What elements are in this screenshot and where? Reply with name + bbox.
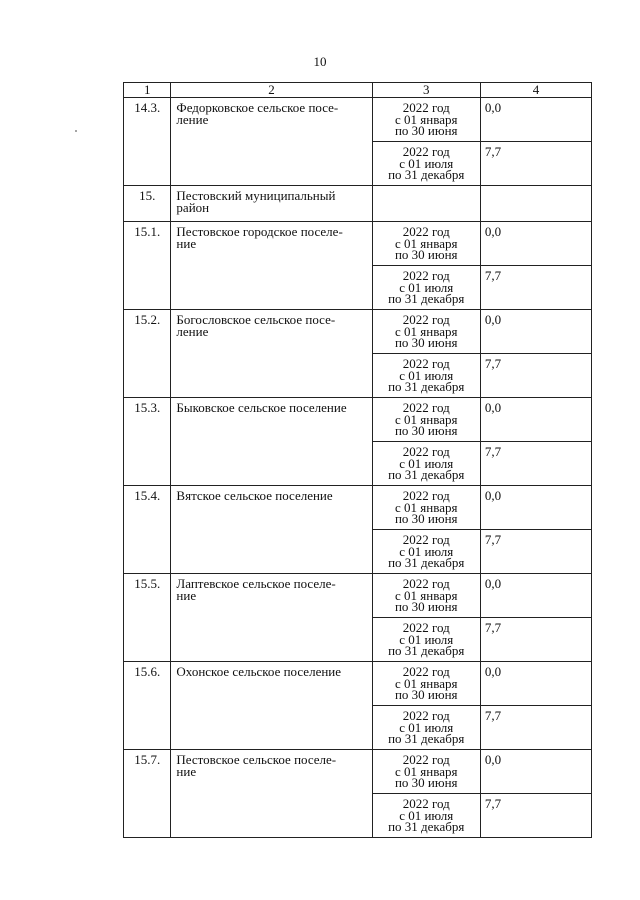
- value-cell: 7,7: [480, 142, 591, 186]
- table-header-row: [124, 83, 592, 98]
- period-line: с 01 января: [395, 499, 458, 515]
- period-cell: [372, 794, 480, 838]
- period-cell: [372, 706, 480, 750]
- period-line: с 01 января: [395, 587, 458, 603]
- period-line: по 30 июня: [394, 687, 458, 702]
- period-line: 2022 год: [402, 488, 450, 503]
- row-number: 15.3.: [124, 398, 171, 486]
- settlement-name: [171, 750, 372, 838]
- period-line: 2022 год: [402, 356, 450, 371]
- period-line: 2022 год: [402, 752, 450, 767]
- period-line: 2022 год: [402, 620, 450, 635]
- settlement-name: [171, 574, 372, 662]
- period-line: по 31 декабря: [388, 467, 465, 482]
- period-line: с 01 июля: [399, 631, 454, 647]
- settlement-name-line: Пестовское городское поселе-: [176, 224, 343, 239]
- header-cell-3: 3: [372, 83, 480, 98]
- value-cell: 0,0: [480, 750, 591, 794]
- period-line: с 01 января: [395, 235, 458, 251]
- period-cell: [372, 98, 480, 142]
- rates-table: [123, 82, 592, 838]
- period-line: по 30 июня: [394, 423, 458, 438]
- value-cell: [480, 186, 591, 222]
- period-line: с 01 июля: [399, 719, 454, 735]
- header-cell-4: 4: [480, 83, 591, 98]
- period-line: по 30 июня: [394, 123, 458, 138]
- settlement-name-line: ние: [176, 236, 197, 251]
- value-cell: 7,7: [480, 618, 591, 662]
- value-cell: 7,7: [480, 266, 591, 310]
- table-row: [124, 750, 592, 794]
- settlement-name-line: Быковское сельское поселение: [176, 400, 347, 415]
- period-line: 2022 год: [402, 576, 450, 591]
- period-line: 2022 год: [402, 444, 450, 459]
- header-cell-2: 2: [171, 83, 372, 98]
- period-line: по 30 июня: [394, 599, 458, 614]
- table-row: [124, 310, 592, 354]
- period-line: 2022 год: [402, 100, 450, 115]
- period-line: по 30 июня: [394, 247, 458, 262]
- period-line: по 31 декабря: [388, 379, 465, 394]
- period-line: 2022 год: [402, 664, 450, 679]
- period-line: 2022 год: [402, 796, 450, 811]
- table-row: [124, 574, 592, 618]
- period-cell: [372, 618, 480, 662]
- settlement-name-line: ние: [176, 588, 197, 603]
- period-cell: [372, 662, 480, 706]
- period-line: с 01 июля: [399, 367, 454, 383]
- row-number: 15.4.: [124, 486, 171, 574]
- value-cell: 0,0: [480, 486, 591, 530]
- period-line: по 31 декабря: [388, 643, 465, 658]
- table-row: [124, 486, 592, 530]
- row-number: 15.5.: [124, 574, 171, 662]
- settlement-name-line: Охонское сельское поселение: [176, 664, 342, 679]
- period-line: 2022 год: [402, 312, 450, 327]
- period-line: с 01 июля: [399, 455, 454, 471]
- period-cell: [372, 354, 480, 398]
- period-line: по 31 декабря: [388, 819, 465, 834]
- period-line: 2022 год: [402, 224, 450, 239]
- settlement-name: [171, 310, 372, 398]
- scan-speck: [75, 130, 77, 132]
- period-line: по 30 июня: [394, 511, 458, 526]
- period-cell: [372, 186, 480, 222]
- settlement-name: [171, 222, 372, 310]
- table-row: [124, 398, 592, 442]
- period-line: по 31 декабря: [388, 167, 465, 182]
- period-line: по 31 декабря: [388, 555, 465, 570]
- value-cell: 0,0: [480, 310, 591, 354]
- period-cell: [372, 142, 480, 186]
- settlement-name: [171, 398, 372, 486]
- period-line: с 01 июля: [399, 807, 454, 823]
- row-number: 15.: [124, 186, 171, 222]
- value-cell: 0,0: [480, 398, 591, 442]
- period-line: по 31 декабря: [388, 291, 465, 306]
- period-cell: [372, 266, 480, 310]
- value-cell: 7,7: [480, 794, 591, 838]
- period-cell: [372, 310, 480, 354]
- settlement-name-line: ление: [176, 112, 209, 127]
- period-line: с 01 января: [395, 675, 458, 691]
- value-cell: 0,0: [480, 98, 591, 142]
- period-line: 2022 год: [402, 144, 450, 159]
- period-line: с 01 июля: [399, 279, 454, 295]
- period-line: с 01 января: [395, 111, 458, 127]
- value-cell: 0,0: [480, 574, 591, 618]
- table-row: [124, 186, 592, 222]
- period-line: 2022 год: [402, 708, 450, 723]
- value-cell: 7,7: [480, 442, 591, 486]
- settlement-name: [171, 486, 372, 574]
- period-line: 2022 год: [402, 268, 450, 283]
- period-line: по 30 июня: [394, 775, 458, 790]
- period-line: с 01 июля: [399, 543, 454, 559]
- period-line: с 01 января: [395, 323, 458, 339]
- value-cell: 7,7: [480, 530, 591, 574]
- period-cell: [372, 222, 480, 266]
- table-row: [124, 98, 592, 142]
- row-number: 15.1.: [124, 222, 171, 310]
- row-number: 15.2.: [124, 310, 171, 398]
- settlement-name-line: Лаптевское сельское поселе-: [176, 576, 336, 591]
- period-line: по 30 июня: [394, 335, 458, 350]
- period-cell: [372, 574, 480, 618]
- header-cell-1: 1: [124, 83, 171, 98]
- value-cell: 7,7: [480, 354, 591, 398]
- period-cell: [372, 486, 480, 530]
- value-cell: 0,0: [480, 222, 591, 266]
- period-cell: [372, 530, 480, 574]
- period-cell: [372, 442, 480, 486]
- settlement-name: [171, 662, 372, 750]
- settlement-name-line: Федорковское сельское посе-: [176, 100, 339, 115]
- period-line: с 01 июля: [399, 155, 454, 171]
- period-line: по 31 декабря: [388, 731, 465, 746]
- settlement-name-line: район: [176, 200, 210, 215]
- period-line: 2022 год: [402, 532, 450, 547]
- table-row: [124, 222, 592, 266]
- period-line: с 01 января: [395, 763, 458, 779]
- settlement-name: [171, 186, 372, 222]
- period-cell: [372, 398, 480, 442]
- settlement-name-line: Пестовский муниципальный: [176, 188, 336, 203]
- rates-table-body: [124, 83, 592, 838]
- row-number: 15.7.: [124, 750, 171, 838]
- period-cell: [372, 750, 480, 794]
- row-number: 15.6.: [124, 662, 171, 750]
- settlement-name-line: Богословское сельское посе-: [176, 312, 336, 327]
- settlement-name: [171, 98, 372, 186]
- row-number: 14.3.: [124, 98, 171, 186]
- value-cell: 0,0: [480, 662, 591, 706]
- period-line: с 01 января: [395, 411, 458, 427]
- settlement-name-line: ление: [176, 324, 209, 339]
- table-row: [124, 662, 592, 706]
- period-line: 2022 год: [402, 400, 450, 415]
- settlement-name-line: ние: [176, 764, 197, 779]
- settlement-name-line: Вятское сельское поселение: [176, 488, 333, 503]
- value-cell: 7,7: [480, 706, 591, 750]
- settlement-name-line: Пестовское сельское поселе-: [176, 752, 337, 767]
- page-number: 10: [313, 54, 327, 69]
